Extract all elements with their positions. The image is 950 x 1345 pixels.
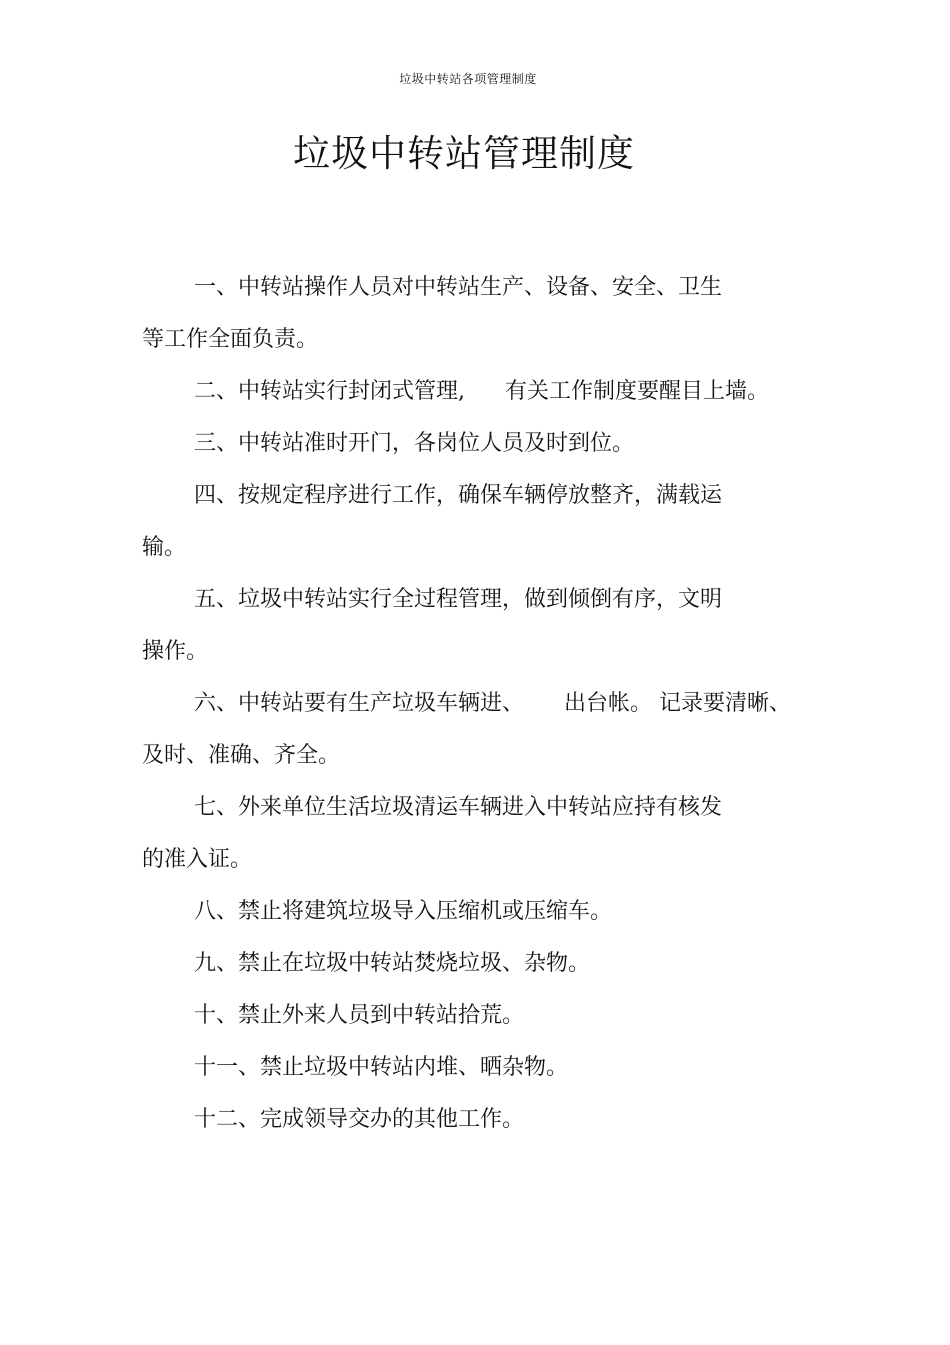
rule-4-line-1: 四、按规定程序进行工作，确保车辆停放整齐，满载运 [194,483,723,508]
rule-6-line-1 [142,678,802,730]
rule-9: 九、禁止在垃圾中转站焚烧垃圾、杂物。 [194,951,591,976]
rule-11: 十一、禁止垃圾中转站内堆、晒杂物。 [194,1055,569,1080]
rule-2-part-1: 二、中转站实行封闭式管理, [194,379,465,404]
rule-10: 十、禁止外来人员到中转站拾荒。 [194,1003,525,1028]
rule-8: 八、禁止将建筑垃圾导入压缩机或压缩车。 [194,899,613,924]
rule-1-line-2: 等工作全面负责。 [142,327,319,352]
rule-4-line-2: 输。 [142,535,187,560]
rule-1-line-1: 一、中转站操作人员对中转站生产、设备、安全、卫生 [194,275,723,300]
rule-5-line-2: 操作。 [142,639,209,664]
rule-6-part-2: 出台帐。 记录要清晰、 [564,691,792,716]
document-title: 垃圾中转站管理制度 [293,132,635,175]
rule-3: 三、中转站准时开门，各岗位人员及时到位。 [194,431,635,456]
rule-12: 十二、完成领导交办的其他工作。 [194,1107,525,1132]
rule-7-line-1: 七、外来单位生活垃圾清运车辆进入中转站应持有核发 [194,795,723,820]
rule-7-line-2: 的准入证。 [142,847,253,872]
rule-2-part-2: 有关工作制度要醒目上墙。 [505,379,770,404]
running-header: 垃圾中转站各项管理制度 [399,72,537,86]
rule-6-part-1: 六、中转站要有生产垃圾车辆进、 [194,691,525,716]
rule-5-line-1: 五、垃圾中转站实行全过程管理，做到倾倒有序，文明 [194,587,723,612]
rule-6-line-2: 及时、准确、齐全。 [142,743,341,768]
document-body [142,262,802,1146]
rule-2 [142,366,802,418]
